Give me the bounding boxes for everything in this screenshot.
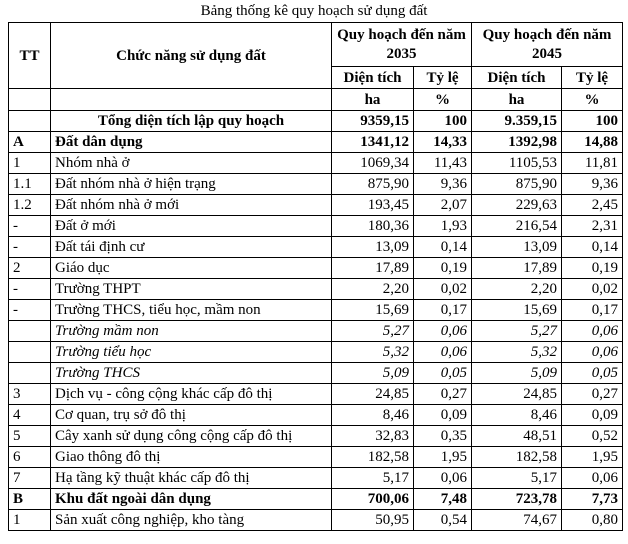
row-rate-2045: 0,80 — [562, 510, 623, 531]
row-rate-2045: 1,95 — [562, 447, 623, 468]
row-area-2045: 17,89 — [472, 258, 562, 279]
row-area-2035: 50,95 — [332, 510, 414, 531]
row-tt: - — [9, 237, 51, 258]
row-area-2035: 32,83 — [332, 426, 414, 447]
row-function-name: Trường tiểu học — [51, 342, 332, 363]
row-tt: 1 — [9, 510, 51, 531]
row-rate-2035: 0,19 — [414, 258, 472, 279]
header-rate-2035: Tỷ lệ — [414, 67, 472, 89]
land-use-table — [8, 22, 623, 531]
row-tt: 1.2 — [9, 195, 51, 216]
row-function-name: Đất ở mới — [51, 216, 332, 237]
row-function-name: Khu đất ngoài dân dụng — [51, 489, 332, 510]
row-tt: B — [9, 489, 51, 510]
row-area-2035: 13,09 — [332, 237, 414, 258]
row-tt: - — [9, 216, 51, 237]
row-area-2035: 5,32 — [332, 342, 414, 363]
row-function-name: Đất dân dụng — [51, 132, 332, 153]
table-header — [9, 23, 623, 111]
row-rate-2045: 0,19 — [562, 258, 623, 279]
row-area-2045: 723,78 — [472, 489, 562, 510]
row-area-2035: 875,90 — [332, 174, 414, 195]
table-row — [9, 174, 623, 195]
table-row — [9, 489, 623, 510]
row-tt — [9, 363, 51, 384]
row-tt: 6 — [9, 447, 51, 468]
table-title: Bảng thống kê quy hoạch sử dụng đất — [200, 3, 428, 19]
table-row — [9, 237, 623, 258]
row-area-2045: 48,51 — [472, 426, 562, 447]
row-area-2035: 182,58 — [332, 447, 414, 468]
table-row — [9, 279, 623, 300]
row-area-2035: 5,09 — [332, 363, 414, 384]
row-rate-2035: 0,27 — [414, 384, 472, 405]
row-area-2035: 8,46 — [332, 405, 414, 426]
row-tt — [9, 321, 51, 342]
row-rate-2035: 0,09 — [414, 405, 472, 426]
row-area-2045: 15,69 — [472, 300, 562, 321]
row-rate-2035: 0,06 — [414, 321, 472, 342]
row-function-name: Đất nhóm nhà ở mới — [51, 195, 332, 216]
row-area-2045: 13,09 — [472, 237, 562, 258]
row-function-name: Hạ tầng kỹ thuật khác cấp đô thị — [51, 468, 332, 489]
row-area-2035: 193,45 — [332, 195, 414, 216]
row-rate-2045: 0,05 — [562, 363, 623, 384]
header-function: Chức năng sử dụng đất — [51, 23, 332, 89]
row-function-name: Cơ quan, trụ sở đô thị — [51, 405, 332, 426]
row-area-2045: 74,67 — [472, 510, 562, 531]
table-row — [9, 258, 623, 279]
header-unit-rate-2035: % — [414, 89, 472, 111]
header-unit-rate-2045: % — [562, 89, 623, 111]
row-rate-2045: 0,52 — [562, 426, 623, 447]
header-area-2045: Diện tích — [472, 67, 562, 89]
table-row — [9, 468, 623, 489]
row-rate-2035: 100 — [414, 111, 472, 132]
row-area-2035: 9359,15 — [332, 111, 414, 132]
row-rate-2045: 7,73 — [562, 489, 623, 510]
table-row — [9, 300, 623, 321]
header-tt: TT — [9, 23, 51, 89]
row-area-2045: 1105,53 — [472, 153, 562, 174]
row-rate-2035: 9,36 — [414, 174, 472, 195]
row-rate-2045: 2,45 — [562, 195, 623, 216]
row-tt: 2 — [9, 258, 51, 279]
header-unit-area-2035: ha — [332, 89, 414, 111]
row-function-name: Trường THCS — [51, 363, 332, 384]
row-tt: 5 — [9, 426, 51, 447]
row-rate-2045: 0,09 — [562, 405, 623, 426]
row-area-2045: 5,27 — [472, 321, 562, 342]
row-area-2035: 5,17 — [332, 468, 414, 489]
row-area-2045: 875,90 — [472, 174, 562, 195]
table-row — [9, 510, 623, 531]
row-function-name: Nhóm nhà ở — [51, 153, 332, 174]
row-rate-2045: 2,31 — [562, 216, 623, 237]
row-area-2045: 182,58 — [472, 447, 562, 468]
row-rate-2045: 0,06 — [562, 342, 623, 363]
row-area-2035: 15,69 — [332, 300, 414, 321]
row-rate-2035: 11,43 — [414, 153, 472, 174]
row-rate-2035: 0,35 — [414, 426, 472, 447]
table-row — [9, 447, 623, 468]
row-area-2045: 5,09 — [472, 363, 562, 384]
row-rate-2045: 0,27 — [562, 384, 623, 405]
row-function-name: Giao thông đô thị — [51, 447, 332, 468]
header-blank-tt — [9, 89, 51, 111]
row-tt: 7 — [9, 468, 51, 489]
table-row — [9, 342, 623, 363]
row-area-2035: 2,20 — [332, 279, 414, 300]
row-area-2035: 1069,34 — [332, 153, 414, 174]
row-rate-2035: 0,02 — [414, 279, 472, 300]
row-tt: - — [9, 300, 51, 321]
row-rate-2035: 0,54 — [414, 510, 472, 531]
row-function-name: Cây xanh sử dụng công cộng cấp đô thị — [51, 426, 332, 447]
row-area-2045: 9.359,15 — [472, 111, 562, 132]
header-area-2035: Diện tích — [332, 67, 414, 89]
row-rate-2045: 11,81 — [562, 153, 623, 174]
table-row — [9, 321, 623, 342]
row-area-2035: 700,06 — [332, 489, 414, 510]
table-row — [9, 132, 623, 153]
row-function-name: Giáo dục — [51, 258, 332, 279]
row-rate-2045: 0,17 — [562, 300, 623, 321]
header-unit-area-2045: ha — [472, 89, 562, 111]
row-rate-2045: 0,02 — [562, 279, 623, 300]
row-rate-2045: 100 — [562, 111, 623, 132]
row-area-2035: 24,85 — [332, 384, 414, 405]
row-rate-2045: 0,06 — [562, 468, 623, 489]
table-row — [9, 384, 623, 405]
row-rate-2035: 0,14 — [414, 237, 472, 258]
row-area-2045: 5,32 — [472, 342, 562, 363]
table-row — [9, 363, 623, 384]
row-rate-2035: 14,33 — [414, 132, 472, 153]
row-rate-2035: 2,07 — [414, 195, 472, 216]
row-function-name: Trường THCS, tiểu học, mầm non — [51, 300, 332, 321]
row-rate-2035: 0,17 — [414, 300, 472, 321]
table-row — [9, 426, 623, 447]
table-row — [9, 111, 623, 132]
row-tt: 3 — [9, 384, 51, 405]
row-area-2035: 1341,12 — [332, 132, 414, 153]
row-tt: 1.1 — [9, 174, 51, 195]
row-area-2035: 17,89 — [332, 258, 414, 279]
row-tt — [9, 111, 51, 132]
row-function-name: Đất nhóm nhà ở hiện trạng — [51, 174, 332, 195]
row-tt: A — [9, 132, 51, 153]
row-function-name: Dịch vụ - công cộng khác cấp đô thị — [51, 384, 332, 405]
row-function-name: Tổng diện tích lập quy hoạch — [51, 111, 332, 132]
row-rate-2035: 1,93 — [414, 216, 472, 237]
row-tt — [9, 342, 51, 363]
row-rate-2035: 0,06 — [414, 468, 472, 489]
row-area-2045: 2,20 — [472, 279, 562, 300]
row-area-2045: 1392,98 — [472, 132, 562, 153]
row-area-2045: 216,54 — [472, 216, 562, 237]
row-area-2035: 5,27 — [332, 321, 414, 342]
header-rate-2045: Tỷ lệ — [562, 67, 623, 89]
row-rate-2045: 9,36 — [562, 174, 623, 195]
header-blank-function — [51, 89, 332, 111]
row-function-name: Đất tái định cư — [51, 237, 332, 258]
row-area-2045: 5,17 — [472, 468, 562, 489]
row-tt: - — [9, 279, 51, 300]
row-tt: 1 — [9, 153, 51, 174]
header-plan-2035: Quy hoạch đến năm 2035 — [332, 23, 472, 67]
row-function-name: Trường THPT — [51, 279, 332, 300]
row-rate-2035: 7,48 — [414, 489, 472, 510]
row-area-2045: 229,63 — [472, 195, 562, 216]
row-area-2045: 8,46 — [472, 405, 562, 426]
row-rate-2035: 0,05 — [414, 363, 472, 384]
row-rate-2045: 0,14 — [562, 237, 623, 258]
header-plan-2045: Quy hoạch đến năm 2045 — [472, 23, 623, 67]
row-rate-2045: 0,06 — [562, 321, 623, 342]
row-rate-2035: 0,06 — [414, 342, 472, 363]
table-row — [9, 153, 623, 174]
row-tt: 4 — [9, 405, 51, 426]
table-row — [9, 195, 623, 216]
row-area-2045: 24,85 — [472, 384, 562, 405]
row-rate-2035: 1,95 — [414, 447, 472, 468]
table-row — [9, 405, 623, 426]
row-function-name: Sản xuất công nghiệp, kho tàng — [51, 510, 332, 531]
table-body — [9, 111, 623, 531]
row-area-2035: 180,36 — [332, 216, 414, 237]
table-row — [9, 216, 623, 237]
row-function-name: Trường mầm non — [51, 321, 332, 342]
row-rate-2045: 14,88 — [562, 132, 623, 153]
